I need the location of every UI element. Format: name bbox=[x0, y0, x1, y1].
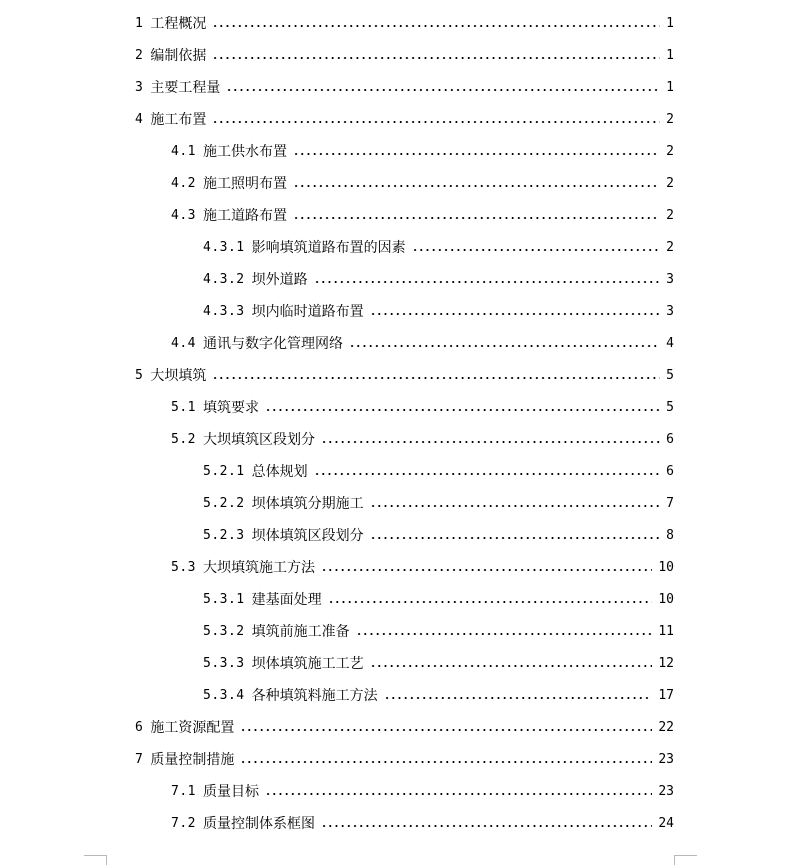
toc-entry[interactable] bbox=[203, 301, 674, 323]
dot-leader bbox=[370, 313, 661, 315]
dot-leader bbox=[370, 665, 653, 667]
toc-entry-title: 施工资源配置 bbox=[150, 720, 235, 736]
toc-entry-number: 5.3.2 bbox=[203, 624, 245, 639]
dot-leader bbox=[265, 409, 660, 411]
toc-entry-number: 2 bbox=[135, 48, 144, 63]
toc-entry-page: 11 bbox=[658, 624, 674, 639]
toc-entry[interactable] bbox=[171, 173, 674, 195]
dot-leader bbox=[212, 57, 660, 59]
toc-entry-title: 工程概况 bbox=[150, 16, 207, 32]
toc-entry-number: 3 bbox=[135, 80, 144, 95]
toc-entry-number: 4.3.1 bbox=[203, 240, 245, 255]
toc-entry-number: 4.3.2 bbox=[203, 272, 245, 287]
toc-entry-title: 填筑要求 bbox=[202, 400, 259, 416]
toc-entry-title: 大坝填筑区段划分 bbox=[202, 432, 315, 448]
toc-entry-title: 大坝填筑施工方法 bbox=[202, 560, 315, 576]
toc-entry-page: 17 bbox=[658, 688, 674, 703]
dot-leader bbox=[321, 441, 660, 443]
toc-entry-page: 1 bbox=[666, 48, 674, 63]
toc-entry-title: 大坝填筑 bbox=[150, 368, 207, 384]
toc-entry-number: 5.2.1 bbox=[203, 464, 245, 479]
toc-entry-page: 6 bbox=[666, 464, 674, 479]
dot-leader bbox=[240, 761, 652, 763]
toc-entry-number: 4.3 bbox=[171, 208, 196, 223]
toc-entry-title: 坝体填筑施工工艺 bbox=[251, 656, 364, 672]
dot-leader bbox=[370, 537, 661, 539]
toc-entry-title: 坝外道路 bbox=[251, 272, 308, 288]
toc-entry[interactable] bbox=[171, 813, 674, 835]
toc-entry-page: 5 bbox=[666, 368, 674, 383]
toc-entry-page: 2 bbox=[666, 144, 674, 159]
dot-leader bbox=[321, 825, 652, 827]
toc-entry-title: 编制依据 bbox=[150, 48, 207, 64]
toc-entry-number: 5.2 bbox=[171, 432, 196, 447]
dot-leader bbox=[240, 729, 652, 731]
toc-entry-page: 10 bbox=[658, 592, 674, 607]
dot-leader bbox=[328, 601, 653, 603]
toc-entry[interactable] bbox=[203, 589, 674, 611]
toc-entry-title: 总体规划 bbox=[251, 464, 308, 480]
dot-leader bbox=[321, 569, 652, 571]
toc-entry-page: 23 bbox=[658, 752, 674, 767]
toc-entry-page: 10 bbox=[658, 560, 674, 575]
toc-entry-number: 5.2.3 bbox=[203, 528, 245, 543]
page-margin-corner-mark bbox=[84, 855, 107, 865]
toc-entry-title: 施工布置 bbox=[150, 112, 207, 128]
dot-leader bbox=[226, 89, 660, 91]
dot-leader bbox=[412, 249, 661, 251]
toc-entry[interactable] bbox=[171, 429, 674, 451]
toc-entry[interactable] bbox=[135, 365, 674, 387]
toc-entry-title: 建基面处理 bbox=[251, 592, 322, 608]
toc-entry-page: 3 bbox=[666, 304, 674, 319]
toc-entry[interactable] bbox=[203, 621, 674, 643]
toc-entry-number: 4.3.3 bbox=[203, 304, 245, 319]
toc-entry-page: 24 bbox=[658, 816, 674, 831]
toc-entry[interactable] bbox=[171, 141, 674, 163]
toc-entry-page: 2 bbox=[666, 240, 674, 255]
toc-entry-title: 各种填筑料施工方法 bbox=[251, 688, 378, 704]
toc-entry-title: 主要工程量 bbox=[150, 80, 221, 96]
toc-entry[interactable] bbox=[171, 333, 674, 355]
dot-leader bbox=[314, 473, 661, 475]
toc-entry-number: 5.3 bbox=[171, 560, 196, 575]
toc-entry-number: 6 bbox=[135, 720, 144, 735]
toc-entry-title: 质量目标 bbox=[202, 784, 259, 800]
toc-entry-page: 3 bbox=[666, 272, 674, 287]
toc-entry-page: 5 bbox=[666, 400, 674, 415]
toc-entry-page: 23 bbox=[658, 784, 674, 799]
toc-entry-title: 质量控制措施 bbox=[150, 752, 235, 768]
toc-entry[interactable] bbox=[135, 749, 674, 771]
toc-entry-number: 7 bbox=[135, 752, 144, 767]
toc-entry[interactable] bbox=[203, 237, 674, 259]
toc-entry[interactable] bbox=[135, 109, 674, 131]
toc-entry-title: 施工道路布置 bbox=[202, 208, 287, 224]
toc-entry[interactable] bbox=[203, 461, 674, 483]
toc-entry-title: 通讯与数字化管理网络 bbox=[202, 336, 343, 352]
toc-entry-page: 1 bbox=[666, 16, 674, 31]
toc-entry-number: 4 bbox=[135, 112, 144, 127]
toc-entry[interactable] bbox=[203, 493, 674, 515]
dot-leader bbox=[212, 121, 660, 123]
toc-entry-page: 12 bbox=[658, 656, 674, 671]
toc-entry[interactable] bbox=[135, 717, 674, 739]
dot-leader bbox=[370, 505, 661, 507]
toc-entry[interactable] bbox=[135, 13, 674, 35]
toc-entry-page: 1 bbox=[666, 80, 674, 95]
toc-entry-number: 4.2 bbox=[171, 176, 196, 191]
toc-entry-title: 坝体填筑区段划分 bbox=[251, 528, 364, 544]
dot-leader bbox=[349, 345, 660, 347]
toc-entry-page: 2 bbox=[666, 208, 674, 223]
toc-entry[interactable] bbox=[203, 269, 674, 291]
toc-entry-number: 7.1 bbox=[171, 784, 196, 799]
dot-leader bbox=[212, 377, 660, 379]
toc-entry-page: 6 bbox=[666, 432, 674, 447]
toc-entry-title: 坝体填筑分期施工 bbox=[251, 496, 364, 512]
toc-entry-number: 1 bbox=[135, 16, 144, 31]
toc-entry[interactable] bbox=[203, 653, 674, 675]
toc-entry-number: 5.3.4 bbox=[203, 688, 245, 703]
toc-entry-number: 5.2.2 bbox=[203, 496, 245, 511]
toc-entry-title: 坝内临时道路布置 bbox=[251, 304, 364, 320]
toc-entry-page: 7 bbox=[666, 496, 674, 511]
dot-leader bbox=[314, 281, 661, 283]
toc-entry[interactable] bbox=[171, 781, 674, 803]
toc-entry-number: 5.3.1 bbox=[203, 592, 245, 607]
toc-entry[interactable] bbox=[135, 77, 674, 99]
toc-entry-title: 填筑前施工准备 bbox=[251, 624, 350, 640]
toc-entry-page: 4 bbox=[666, 336, 674, 351]
dot-leader bbox=[265, 793, 652, 795]
dot-leader bbox=[293, 185, 660, 187]
dot-leader bbox=[384, 697, 653, 699]
toc-entry-number: 5.3.3 bbox=[203, 656, 245, 671]
toc-entry-page: 2 bbox=[666, 112, 674, 127]
toc-entry-number: 5.1 bbox=[171, 400, 196, 415]
toc-entry-number: 4.4 bbox=[171, 336, 196, 351]
dot-leader bbox=[212, 25, 660, 27]
toc-entry-page: 2 bbox=[666, 176, 674, 191]
toc-entry[interactable] bbox=[171, 557, 674, 579]
toc-entry[interactable] bbox=[135, 45, 674, 67]
toc-entry-number: 4.1 bbox=[171, 144, 196, 159]
page-margin-corner-mark bbox=[674, 855, 697, 865]
toc-entry-title: 质量控制体系框图 bbox=[202, 816, 315, 832]
toc-entry[interactable] bbox=[203, 525, 674, 547]
toc-entry-page: 8 bbox=[666, 528, 674, 543]
toc-entry-title: 影响填筑道路布置的因素 bbox=[251, 240, 406, 256]
toc-entry[interactable] bbox=[171, 205, 674, 227]
toc-entry-number: 5 bbox=[135, 368, 144, 383]
toc-entry[interactable] bbox=[203, 685, 674, 707]
toc-entry[interactable] bbox=[171, 397, 674, 419]
dot-leader bbox=[356, 633, 653, 635]
dot-leader bbox=[293, 153, 660, 155]
toc-entry-page: 22 bbox=[658, 720, 674, 735]
dot-leader bbox=[293, 217, 660, 219]
toc-entry-number: 7.2 bbox=[171, 816, 196, 831]
toc-entry-title: 施工供水布置 bbox=[202, 144, 287, 160]
toc-entry-title: 施工照明布置 bbox=[202, 176, 287, 192]
